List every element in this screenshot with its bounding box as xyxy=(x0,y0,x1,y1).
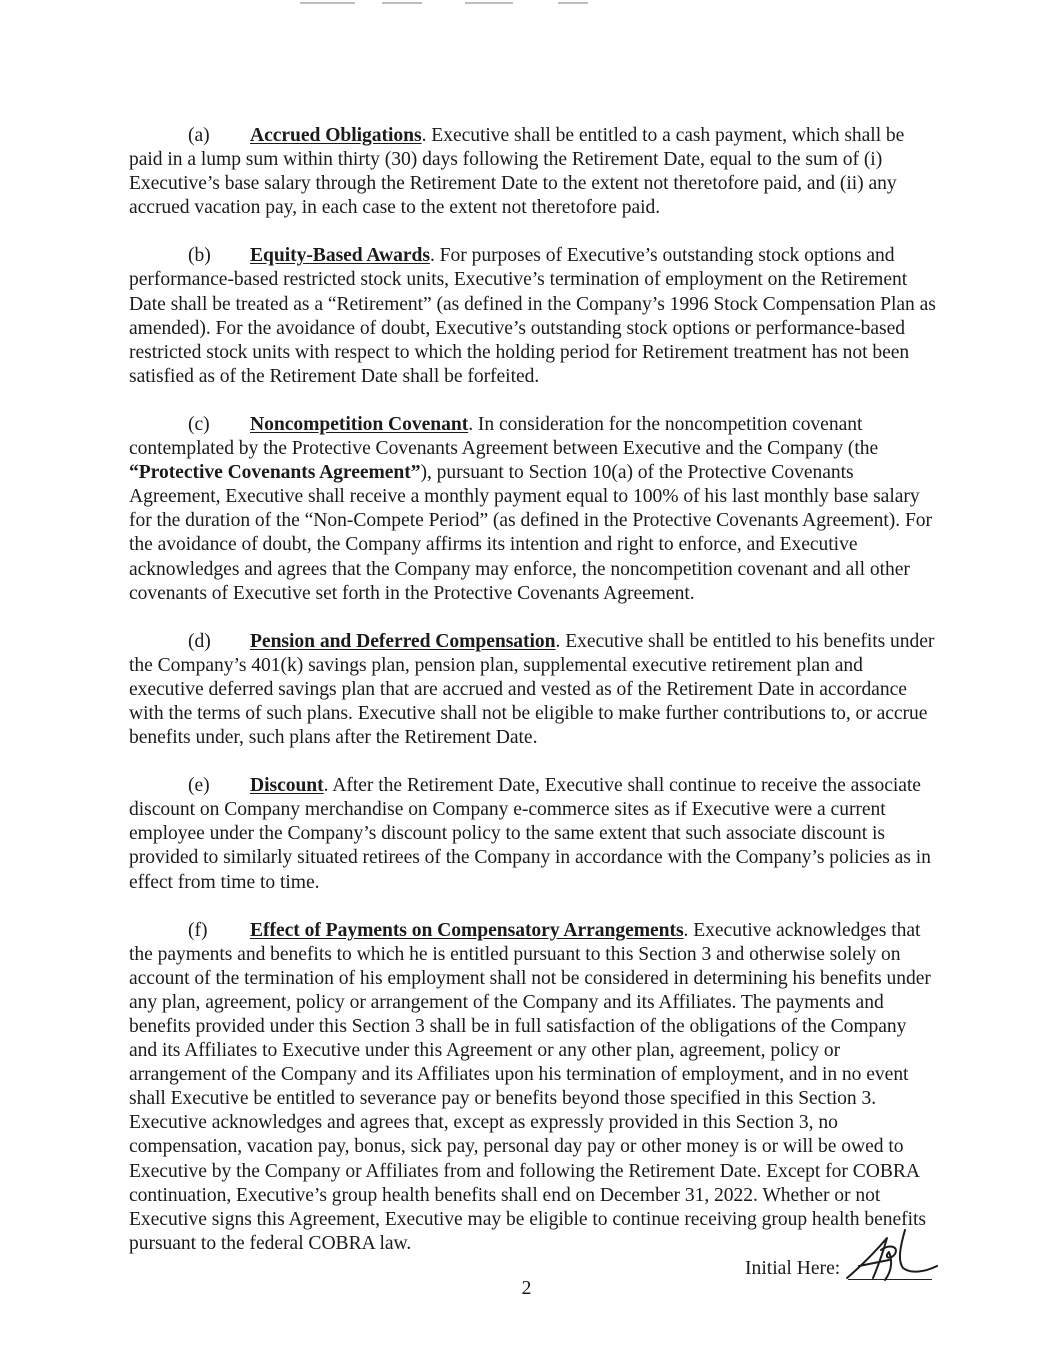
section-a xyxy=(129,124,939,220)
section-c-defined-term: “Protective Covenants Agreement” xyxy=(129,462,421,484)
section-e xyxy=(129,774,939,894)
section-f xyxy=(129,919,939,1256)
scan-artifact-marks xyxy=(300,0,720,6)
section-c-label: (c) xyxy=(188,413,210,435)
section-a-text: . Executive shall be entitled to a cash payment, which shall be paid in a lump sum within thirty (30) days following the Retirement Date, equal to the sum of (i) Executive’s base salary through the Retirement Date to the extent not theretofore paid, and (ii) any accrued vacation pay, in each case to the extent not theretofore paid. xyxy=(129,125,905,219)
section-c-text-before: . In consideration for the noncompetition covenant contemplated by the Protective Covenants Agreement between Executive and the Company (the xyxy=(129,413,879,460)
section-c-text-after: ), pursuant to Section 10(a) of the Protective Covenants Agreement, Executive shall receive a monthly payment equal to 100% of his last monthly base salary for the duration of the “Non-Compete Period” (as defined in the Protective Covenants Agreement). For the avoidance of doubt, the Company affirms its intention and right to enforce, and Executive acknowledges and agrees that the Company may enforce, the noncompetition covenant and all other covenants of Executive set forth in the Protective Covenants Agreement. xyxy=(129,462,933,604)
section-f-heading: Effect of Payments on Compensatory Arrangements xyxy=(250,919,684,941)
section-b-text: . For purposes of Executive’s outstanding stock options and performance-based restricted stock units, Executive’s termination of employment on the Retirement Date shall be treated as a “Retirement” (as defined in the Company’s 1996 Stock Compensation Plan as amended). For the avoidance of doubt, Executive’s outstanding stock options or performance-based restricted stock units with respect to which the holding period for Retirement treatment has not been satisfied as of the Retirement Date shall be forfeited. xyxy=(129,245,936,387)
section-a-label: (a) xyxy=(188,125,210,146)
section-d-heading: Pension and Deferred Compensation xyxy=(250,630,556,652)
section-d-text: . Executive shall be entitled to his benefits under the Company’s 401(k) savings plan, pension plan, supplemental executive retirement plan and executive deferred savings plan that are accrued and vested as of the Retirement Date in accordance with the terms of such plans. Executive shall not be eligible to make further contributions to, or accrue benefits under, such plans after the Retirement Date. xyxy=(129,630,935,749)
initial-label: Initial Here: xyxy=(745,1258,841,1279)
section-c xyxy=(129,413,939,606)
section-b-label: (b) xyxy=(188,245,211,267)
section-b-heading: Equity-Based Awards xyxy=(250,245,430,267)
section-e-text: . After the Retirement Date, Executive shall continue to receive the associate discount on Company merchandise on Company e-commerce sites as if Executive were a current employee under the Company’s discount policy to the same extent that such associate discount is provided to similarly situated retirees of the Company in accordance with the Company’s policies as in effect from time to time. xyxy=(129,775,931,893)
section-e-heading: Discount xyxy=(250,775,324,797)
section-f-text: . Executive acknowledges that the payments and benefits to which he is entitled pursuant to this Section 3 and otherwise solely on account of the termination of his employment shall not be considered in determining his benefits under any plan, agreement, policy or arrangement of the Company and its Affiliates. The payments and benefits provided under this Section 3 shall be in full satisfaction of the obligations of the Company and its Affiliates to Executive under this Agreement or any other plan, agreement, policy or arrangement of the Company and its Affiliates upon his termination of employment, and in no event shall Executive be entitled to severance pay or benefits beyond those specified in this Section 3. Executive acknowledges and agrees that, except as expressly provided in this Section 3, no compensation, vacation pay, bonus, sick pay, personal day pay or other money is or will be owed to Executive by the Company or Affiliates from and following the Retirement Date. Except for COBRA continuation, Executive’s group health benefits shall end on December 31, 2022. Whether or not Executive signs this Agreement, Executive may be eligible to continue receiving group health benefits pursuant to the federal COBRA law. xyxy=(129,919,931,1254)
page-number: 2 xyxy=(521,1278,532,1299)
document-body xyxy=(129,124,939,1280)
section-e-label: (e) xyxy=(188,775,210,797)
section-c-heading: Noncompetition Covenant xyxy=(250,413,469,435)
section-d xyxy=(129,630,939,750)
section-b xyxy=(129,244,939,389)
section-a-heading: Accrued Obligations xyxy=(250,125,422,146)
section-d-label: (d) xyxy=(188,630,211,652)
section-f-label: (f) xyxy=(188,919,208,941)
